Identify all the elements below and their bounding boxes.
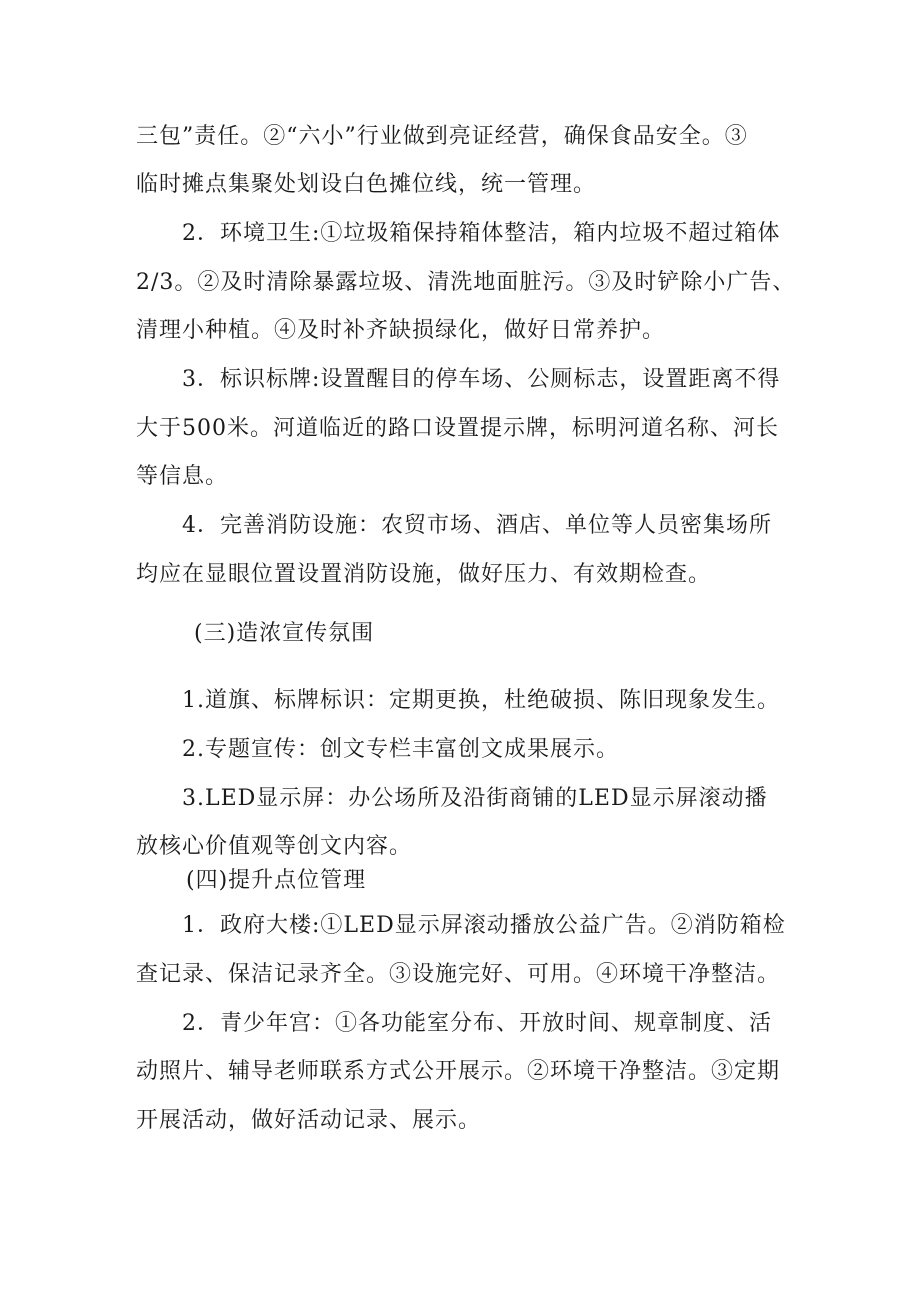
paragraph-line: 大于500米。河道临近的路口设置提示牌，标明河道名称、河长 xyxy=(136,416,779,441)
paragraph-line: 均应在显眼位置设置消防设施，做好压力、有效期检查。 xyxy=(136,562,712,587)
paragraph-line: 放核心价值观等创文内容。 xyxy=(136,834,413,859)
paragraph-line: 等信息。 xyxy=(136,464,229,489)
paragraph-line: 清理小种植。④及时补齐缺损绿化，做好日常养护。 xyxy=(136,318,666,343)
section-heading: (四)提升点位管理 xyxy=(186,868,367,893)
paragraph-line: 2.专题宣传：创文专栏丰富创文成果展示。 xyxy=(182,737,619,762)
paragraph-line: 开展活动，做好活动记录、展示。 xyxy=(136,1108,482,1133)
section-heading: (三)造浓宣传氛围 xyxy=(194,621,375,646)
paragraph-line: 2．环境卫生:①垃圾箱保持箱体整洁，箱内垃圾不超过箱体 xyxy=(182,221,781,246)
paragraph-line: 2．青少年宫：①各功能室分布、开放时间、规章制度、活 xyxy=(182,1011,772,1036)
paragraph-line: 3．标识标牌:设置醒目的停车场、公厕标志，设置距离不得 xyxy=(182,367,781,392)
paragraph-line: 1．政府大楼:①LED显示屏滚动播放公益广告。②消防箱检 xyxy=(182,913,786,938)
paragraph-line: 动照片、辅导老师联系方式公开展示。②环境干净整洁。③定期 xyxy=(136,1059,781,1084)
paragraph-line: 三包”责任。②“六小”行业做到亮证经营，确保食品安全。③ xyxy=(136,124,748,149)
paragraph-line: 查记录、保洁记录齐全。③设施完好、可用。④环境干净整洁。 xyxy=(136,962,781,987)
paragraph-line: 临时摊点集聚处划设白色摊位线，统一管理。 xyxy=(136,172,597,197)
paragraph-line: 3.LED显示屏：办公场所及沿街商铺的LED显示屏滚动播 xyxy=(182,786,768,811)
paragraph-line: 2/3。②及时清除暴露垃圾、清洗地面脏污。③及时铲除小广告、 xyxy=(136,270,796,295)
paragraph-line: 4．完善消防设施：农贸市场、酒店、单位等人员密集场所 xyxy=(182,513,772,538)
paragraph-line: 1.道旗、标牌标识：定期更换，杜绝破损、陈旧现象发生。 xyxy=(182,688,780,713)
